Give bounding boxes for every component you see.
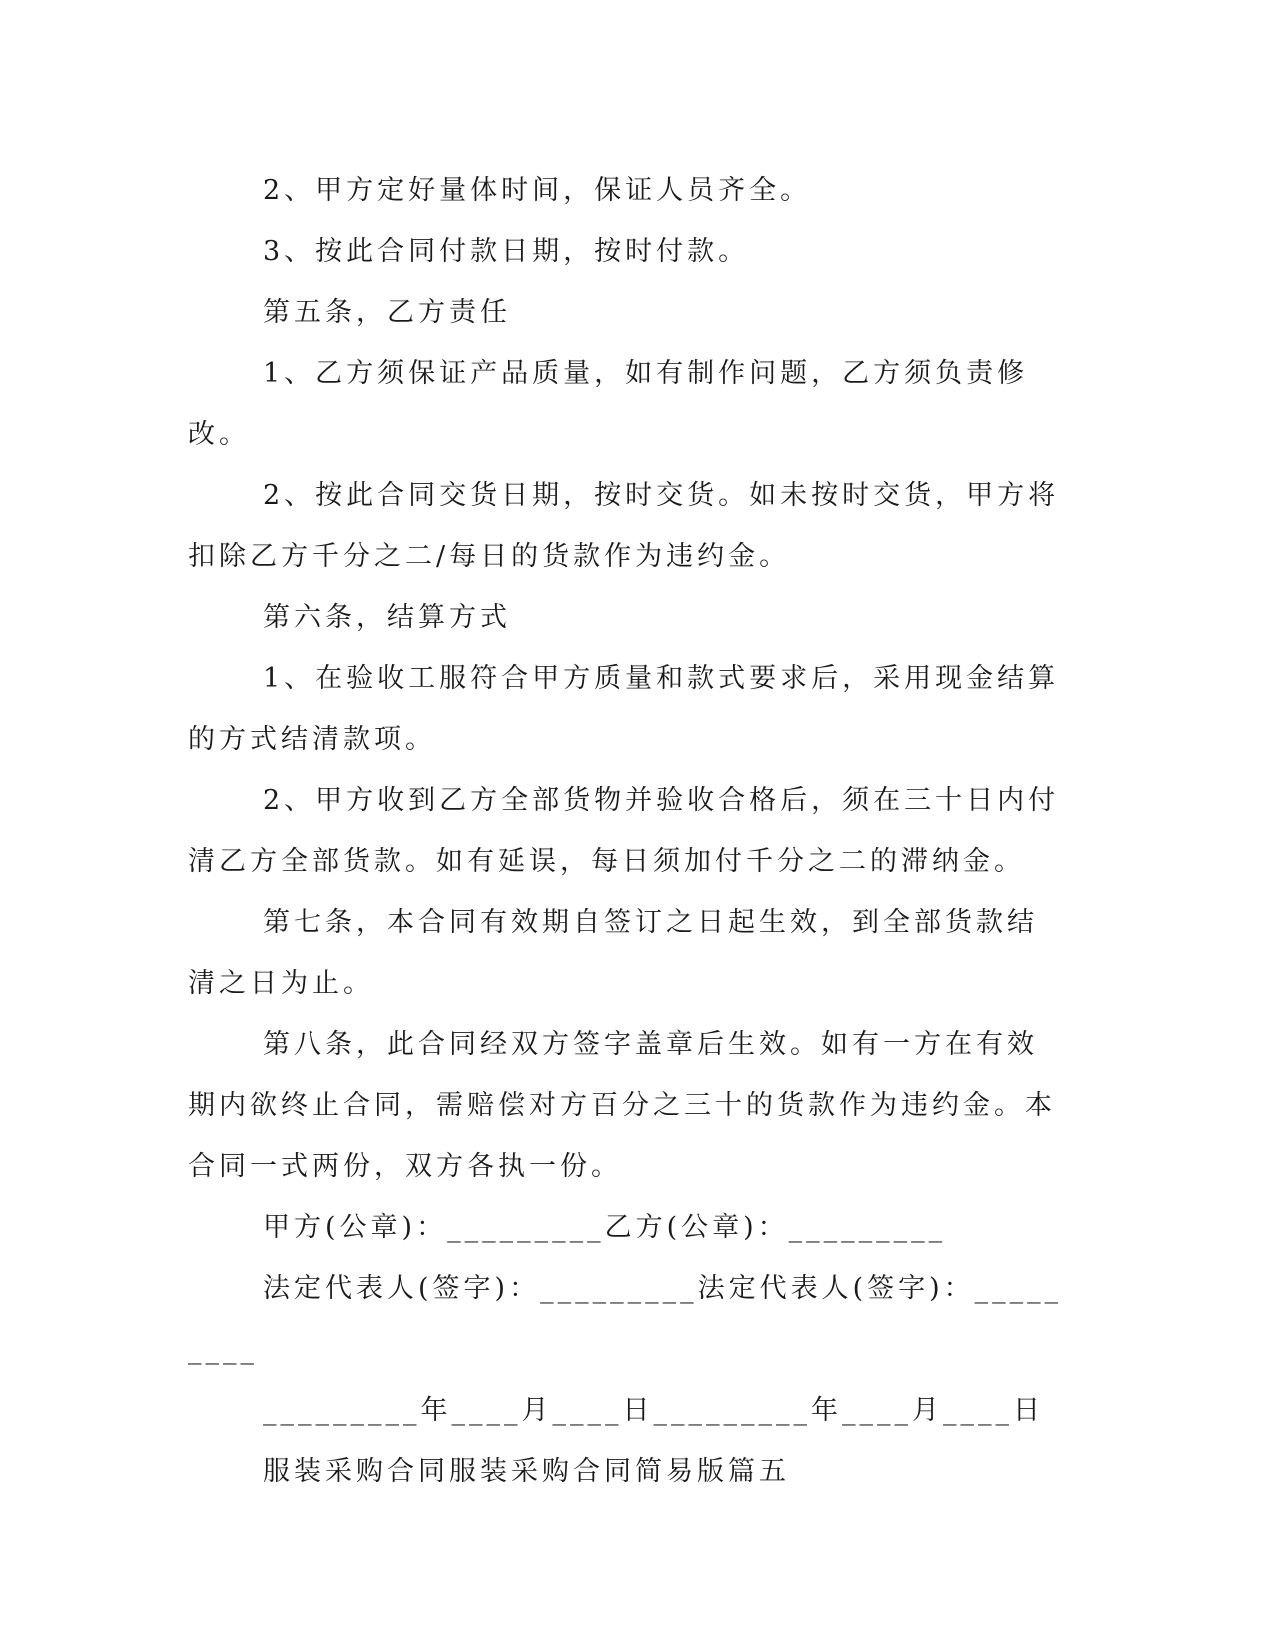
article-5-item-2: 2、按此合同交货日期，按时交货。如未按时交货，甲方将扣除乙方千分之二/每日的货款作为违约金。 <box>188 480 1060 572</box>
clause-a-item-3: 3、按此合同付款日期，按时付款。 <box>263 236 750 267</box>
clause-a-item-2: 2、甲方定好量体时间，保证人员齐全。 <box>263 175 812 206</box>
article-7: 第七条，本合同有效期自签订之日起生效，到全部货款结清之日为止。 <box>188 907 1038 999</box>
seal-line: 甲方(公章)：_________乙方(公章)：_________ <box>263 1212 947 1243</box>
signature-line: 法定代表人(签字)：_________法定代表人(签字)：_________ <box>188 1273 1063 1365</box>
document-body <box>188 160 1068 1502</box>
article-5-item-1: 1、乙方须保证产品质量，如有制作问题，乙方须负责修改。 <box>188 358 1029 450</box>
article-6-heading: 第六条，结算方式 <box>263 602 511 633</box>
date-line: _________年____月____日_________年____月____日 <box>263 1395 1044 1426</box>
section-title: 服装采购合同服装采购合同简易版篇五 <box>263 1456 790 1487</box>
article-6-item-2: 2、甲方收到乙方全部货物并验收合格后，须在三十日内付清乙方全部货款。如有延误，每日须加付千分之二的滞纳金。 <box>188 785 1060 877</box>
article-5-heading: 第五条，乙方责任 <box>263 297 511 328</box>
article-6-item-1: 1、在验收工服符合甲方质量和款式要求后，采用现金结算的方式结清款项。 <box>188 663 1060 755</box>
article-8: 第八条，此合同经双方签字盖章后生效。如有一方在有效期内欲终止合同，需赔偿对方百分之三十的货款作为违约金。本合同一式两份，双方各执一份。 <box>188 1029 1056 1182</box>
